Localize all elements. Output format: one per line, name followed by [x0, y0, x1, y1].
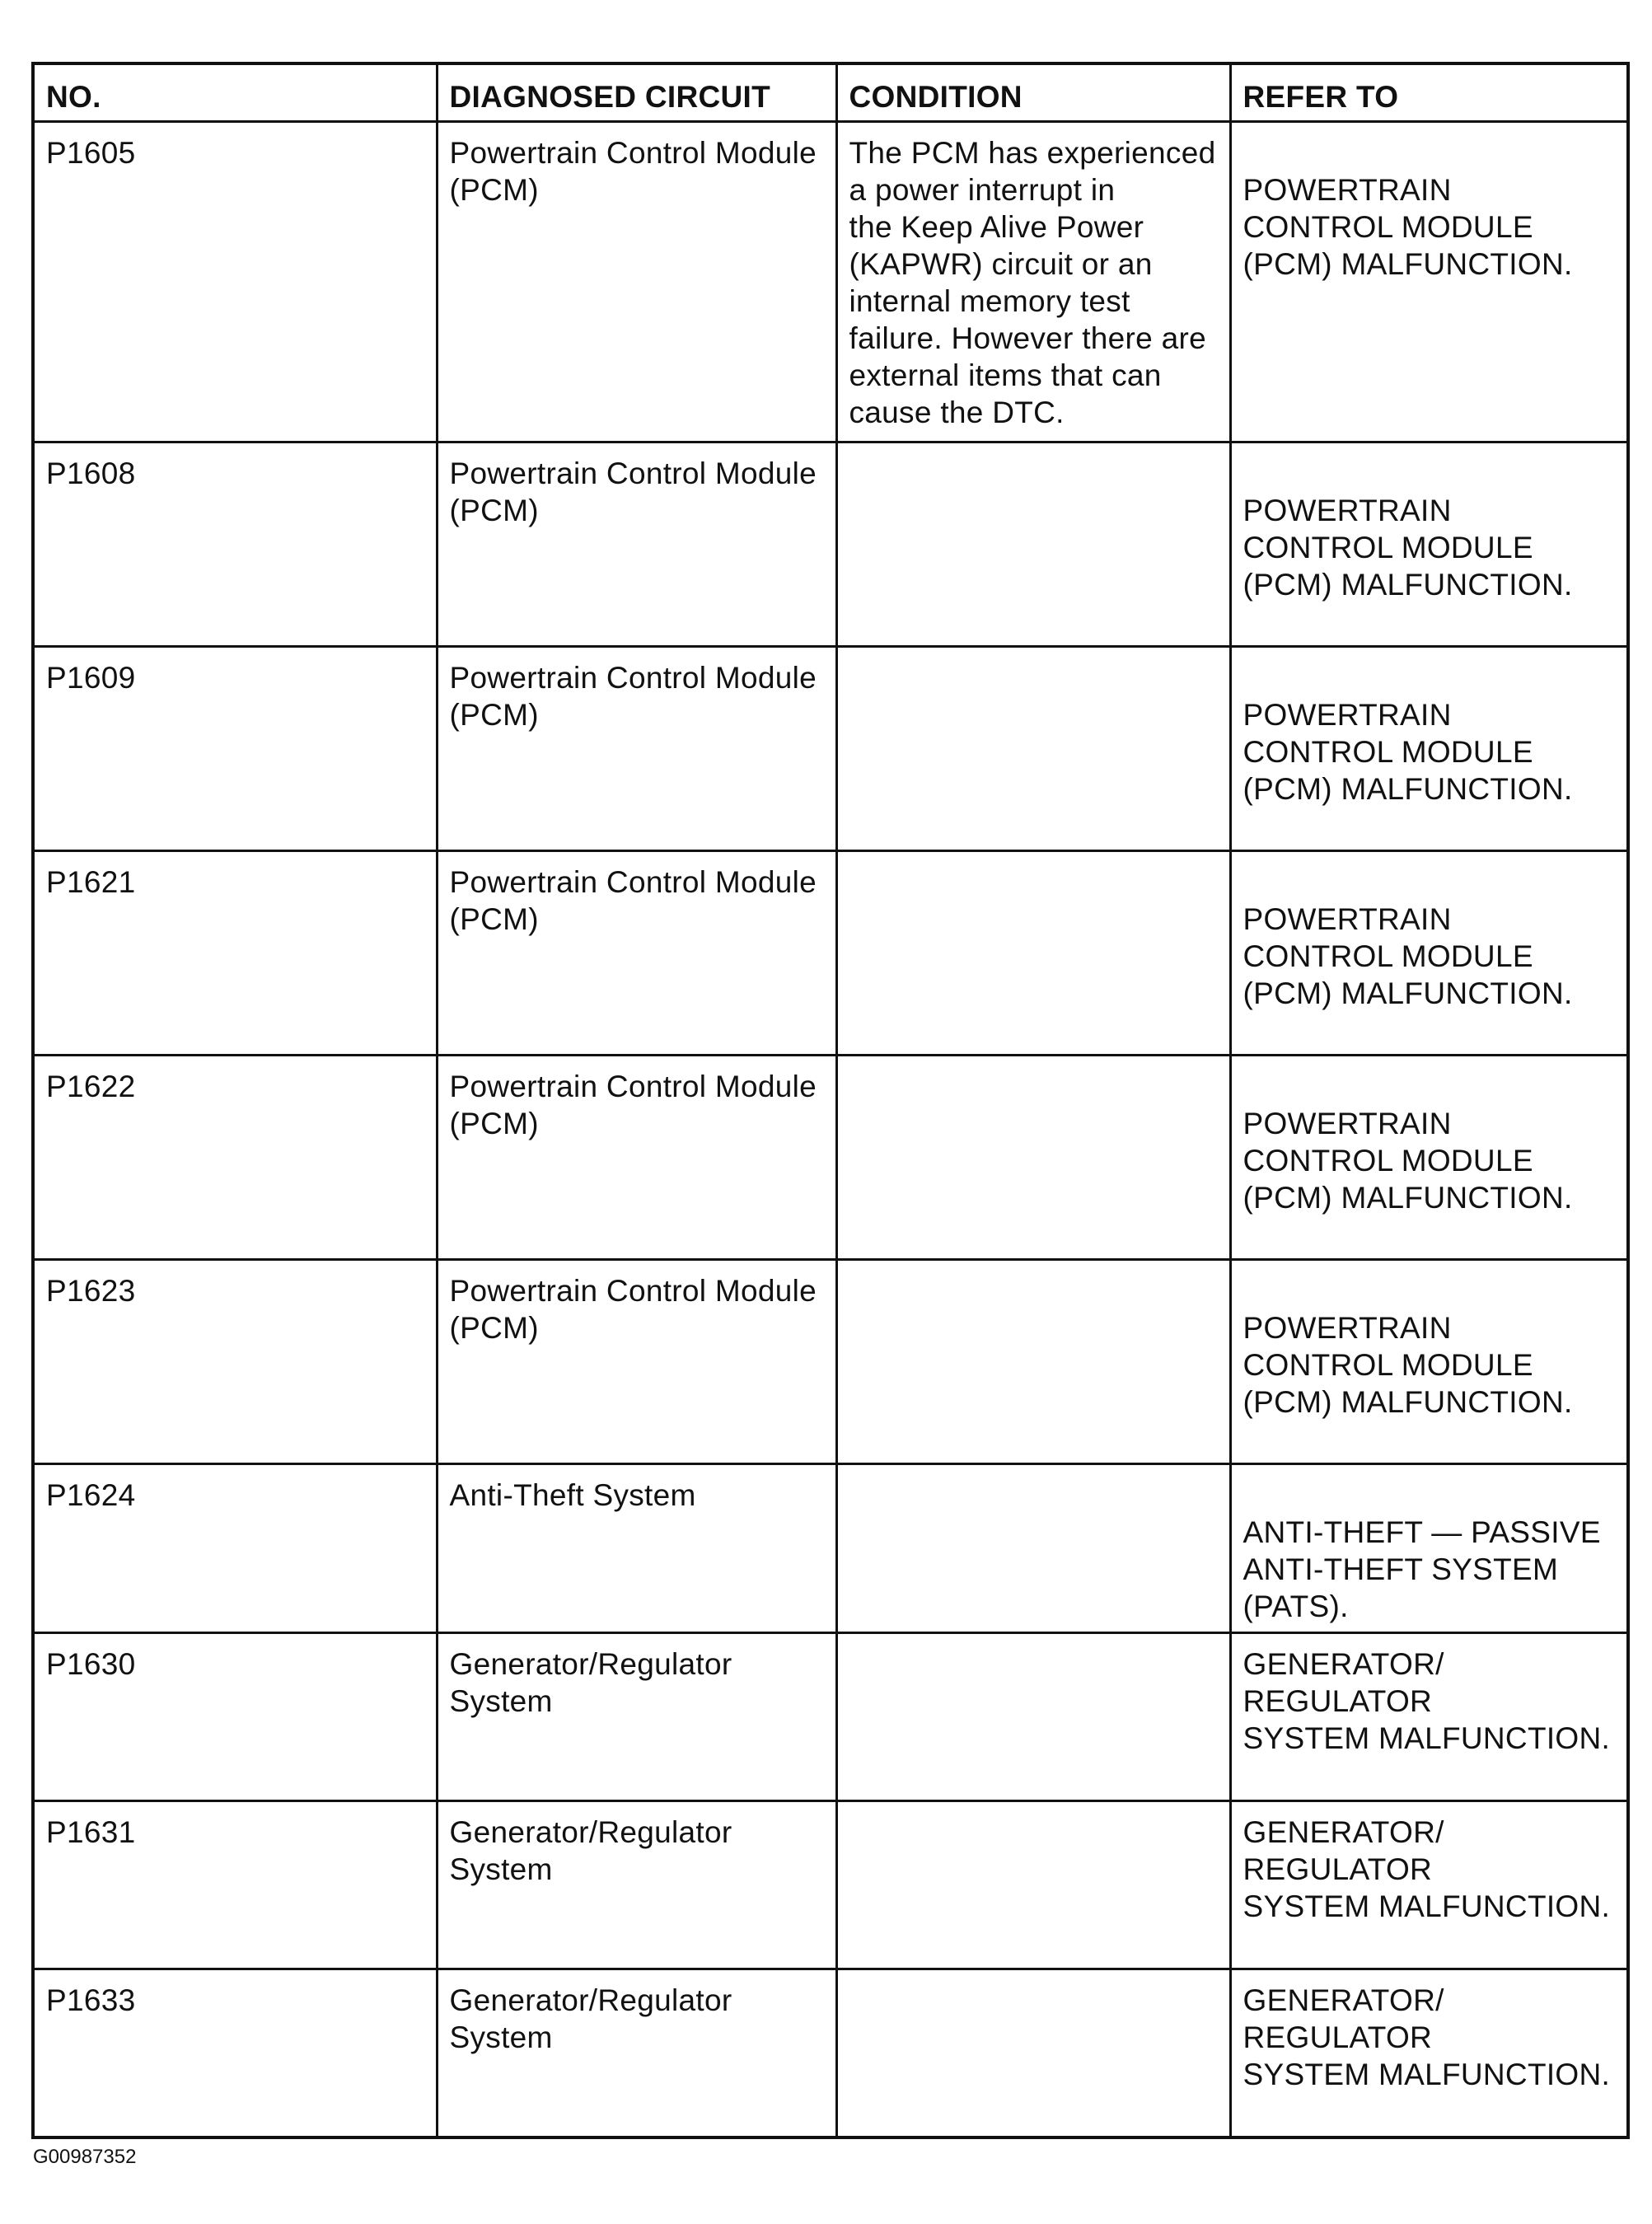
refer-to-text: GENERATOR/ REGULATOR SYSTEM MALFUNCTION.	[1243, 1647, 1611, 1755]
refer-to-cell	[1230, 851, 1628, 1056]
dtc-code: P1633	[33, 1969, 437, 2137]
condition-text: The PCM has experienced a power interrupt in the Keep Alive Power (KAPWR) circuit or an internal memory test failure. However there are external items that can cause the DTC.	[836, 122, 1230, 442]
dtc-code: P1605	[33, 122, 437, 442]
header-diagnosed-circuit: DIAGNOSED CIRCUIT	[437, 63, 836, 122]
diagnosed-circuit: Generator/Regulator System	[437, 1633, 836, 1801]
table-header-row	[33, 63, 1628, 122]
table-row	[33, 1969, 1628, 2137]
refer-to-text: GENERATOR/ REGULATOR SYSTEM MALFUNCTION.	[1243, 1983, 1611, 2091]
dtc-code: P1631	[33, 1801, 437, 1969]
table-row	[33, 1633, 1628, 1801]
dtc-table	[31, 62, 1630, 2139]
refer-to-text: POWERTRAIN CONTROL MODULE (PCM) MALFUNCTION.	[1243, 1311, 1573, 1419]
figure-id: G00987352	[33, 2146, 137, 2168]
condition-text	[836, 1969, 1230, 2137]
table-row	[33, 122, 1628, 442]
refer-to-cell	[1230, 1969, 1628, 2137]
dtc-code: P1608	[33, 442, 437, 647]
refer-to-cell	[1230, 1056, 1628, 1260]
table-row	[33, 1260, 1628, 1464]
condition-text	[836, 851, 1230, 1056]
diagnosed-circuit: Generator/Regulator System	[437, 1801, 836, 1969]
refer-to-cell	[1230, 1260, 1628, 1464]
refer-to-text: POWERTRAIN CONTROL MODULE (PCM) MALFUNCTION.	[1243, 1107, 1573, 1215]
refer-to-cell	[1230, 1633, 1628, 1801]
table-row	[33, 1801, 1628, 1969]
header-no: NO.	[33, 63, 437, 122]
refer-to-text: POWERTRAIN CONTROL MODULE (PCM) MALFUNCTION.	[1243, 902, 1573, 1010]
header-refer-to: REFER TO	[1230, 63, 1628, 122]
dtc-code: P1622	[33, 1056, 437, 1260]
refer-to-text: ANTI-THEFT — PASSIVE ANTI-THEFT SYSTEM (PATS).	[1243, 1515, 1601, 1623]
refer-to-cell	[1230, 647, 1628, 851]
condition-text	[836, 1056, 1230, 1260]
condition-text	[836, 1801, 1230, 1969]
diagnosed-circuit: Powertrain Control Module (PCM)	[437, 442, 836, 647]
refer-to-text: POWERTRAIN CONTROL MODULE (PCM) MALFUNCTION.	[1243, 173, 1573, 281]
dtc-code: P1624	[33, 1464, 437, 1633]
refer-to-text: GENERATOR/ REGULATOR SYSTEM MALFUNCTION.	[1243, 1815, 1611, 1923]
dtc-code: P1621	[33, 851, 437, 1056]
header-condition: CONDITION	[836, 63, 1230, 122]
dtc-code: P1630	[33, 1633, 437, 1801]
diagnosed-circuit: Powertrain Control Module (PCM)	[437, 122, 836, 442]
diagnosed-circuit: Powertrain Control Module (PCM)	[437, 1056, 836, 1260]
diagnosed-circuit: Powertrain Control Module (PCM)	[437, 851, 836, 1056]
table-row	[33, 1056, 1628, 1260]
refer-to-cell	[1230, 442, 1628, 647]
condition-text	[836, 1464, 1230, 1633]
table-row	[33, 647, 1628, 851]
dtc-code: P1623	[33, 1260, 437, 1464]
diagnosed-circuit: Generator/Regulator System	[437, 1969, 836, 2137]
refer-to-text: POWERTRAIN CONTROL MODULE (PCM) MALFUNCTION.	[1243, 494, 1573, 602]
table-row	[33, 1464, 1628, 1633]
diagnosed-circuit: Powertrain Control Module (PCM)	[437, 1260, 836, 1464]
refer-to-text: POWERTRAIN CONTROL MODULE (PCM) MALFUNCTION.	[1243, 698, 1573, 806]
dtc-code: P1609	[33, 647, 437, 851]
diagnosed-circuit: Powertrain Control Module (PCM)	[437, 647, 836, 851]
condition-text	[836, 442, 1230, 647]
condition-text	[836, 647, 1230, 851]
diagnosed-circuit: Anti-Theft System	[437, 1464, 836, 1633]
refer-to-cell	[1230, 122, 1628, 442]
condition-text	[836, 1260, 1230, 1464]
table-row	[33, 442, 1628, 647]
condition-text	[836, 1633, 1230, 1801]
refer-to-cell	[1230, 1801, 1628, 1969]
table-row	[33, 851, 1628, 1056]
refer-to-cell	[1230, 1464, 1628, 1633]
